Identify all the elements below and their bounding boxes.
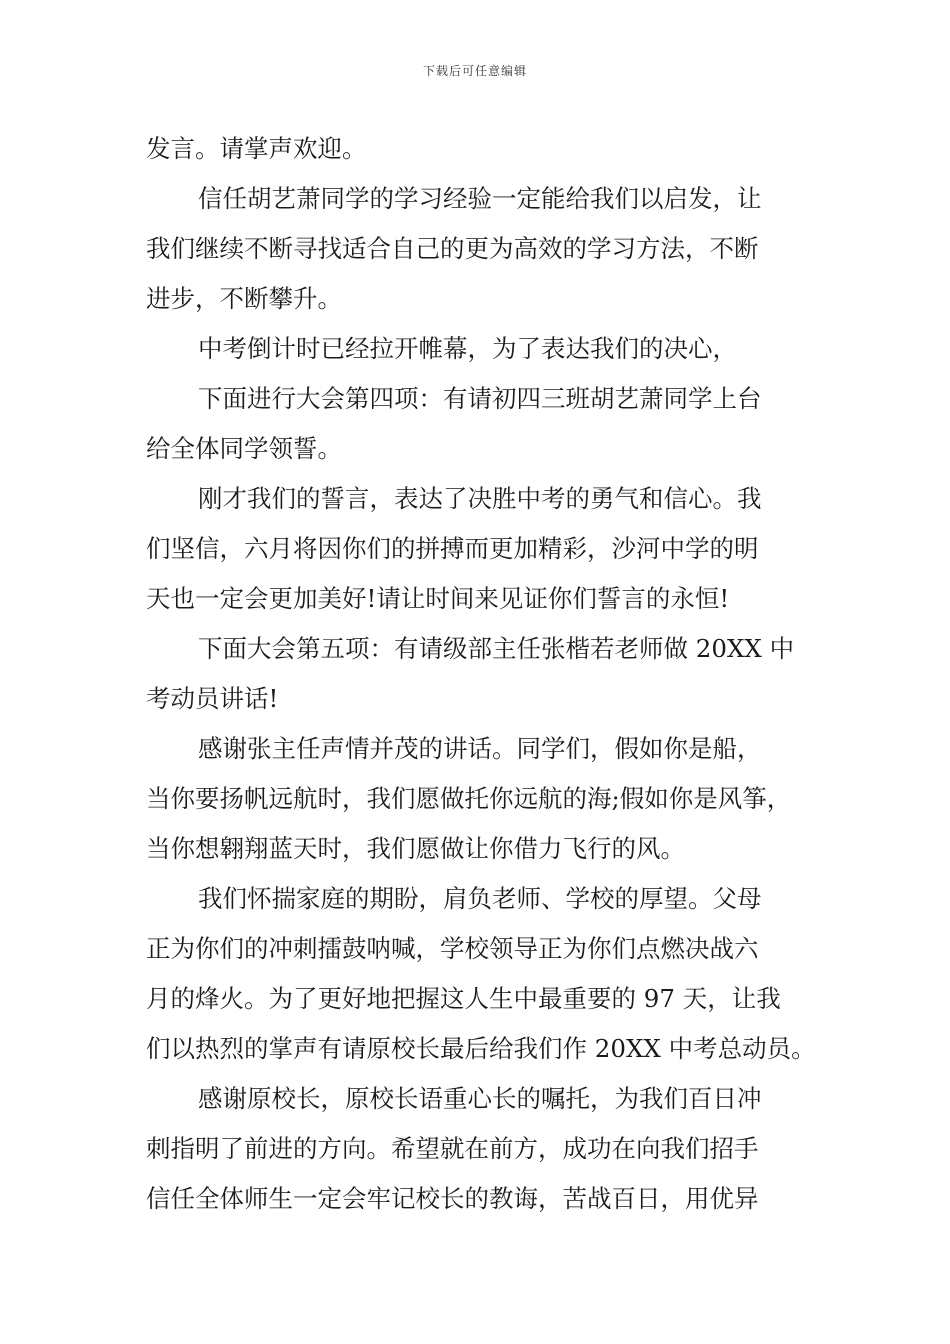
- text-line: 下面进行大会第四项：有请初四三班胡艺萧同学上台: [198, 384, 762, 413]
- text-line: 进步，不断攀升。: [146, 284, 342, 313]
- text-line: 下面大会第五项：有请级部主任张楷若老师做 20XX 中: [198, 634, 795, 663]
- text-line: 发言。请掌声欢迎。: [146, 134, 367, 163]
- text-line: 月的烽火。为了更好地把握这人生中最重要的 97 天，让我: [146, 984, 781, 1013]
- text-line: 天也一定会更加美好!请让时间来见证你们誓言的永恒!: [146, 584, 730, 613]
- text-line: 感谢张主任声情并茂的讲话。同学们，假如你是船，: [198, 734, 762, 763]
- text-line: 当你想翱翔蓝天时，我们愿做让你借力飞行的风。: [146, 834, 685, 863]
- text-line: 我们继续不断寻找适合自己的更为高效的学习方法，不断: [146, 234, 759, 263]
- text-line: 们以热烈的掌声有请原校长最后给我们作 20XX 中考总动员。: [146, 1034, 816, 1063]
- text-line: 我们怀揣家庭的期盼，肩负老师、学校的厚望。父母: [198, 884, 762, 913]
- text-line: 给全体同学领誓。: [146, 434, 342, 463]
- text-line: 信任全体师生一定会牢记校长的教诲，苦战百日，用优异: [146, 1184, 759, 1213]
- text-line: 刚才我们的誓言，表达了决胜中考的勇气和信心。我: [198, 484, 762, 513]
- text-line: 当你要扬帆远航时，我们愿做托你远航的海;假如你是风筝，: [146, 784, 792, 813]
- text-line: 刺指明了前进的方向。希望就在前方，成功在向我们招手: [146, 1134, 759, 1163]
- text-line: 正为你们的冲刺擂鼓呐喊，学校领导正为你们点燃决战六: [146, 934, 759, 963]
- text-line: 中考倒计时已经拉开帷幕，为了表达我们的决心，: [198, 334, 737, 363]
- text-line: 考动员讲话!: [146, 684, 279, 713]
- text-line: 们坚信，六月将因你们的拼搏而更加精彩，沙河中学的明: [146, 534, 759, 563]
- page-header: 下载后可任意编辑: [422, 64, 527, 78]
- text-line: 信任胡艺萧同学的学习经验一定能给我们以启发，让: [198, 184, 762, 213]
- document-body: [146, 124, 816, 1224]
- text-line: 感谢原校长，原校长语重心长的嘱托，为我们百日冲: [198, 1084, 762, 1113]
